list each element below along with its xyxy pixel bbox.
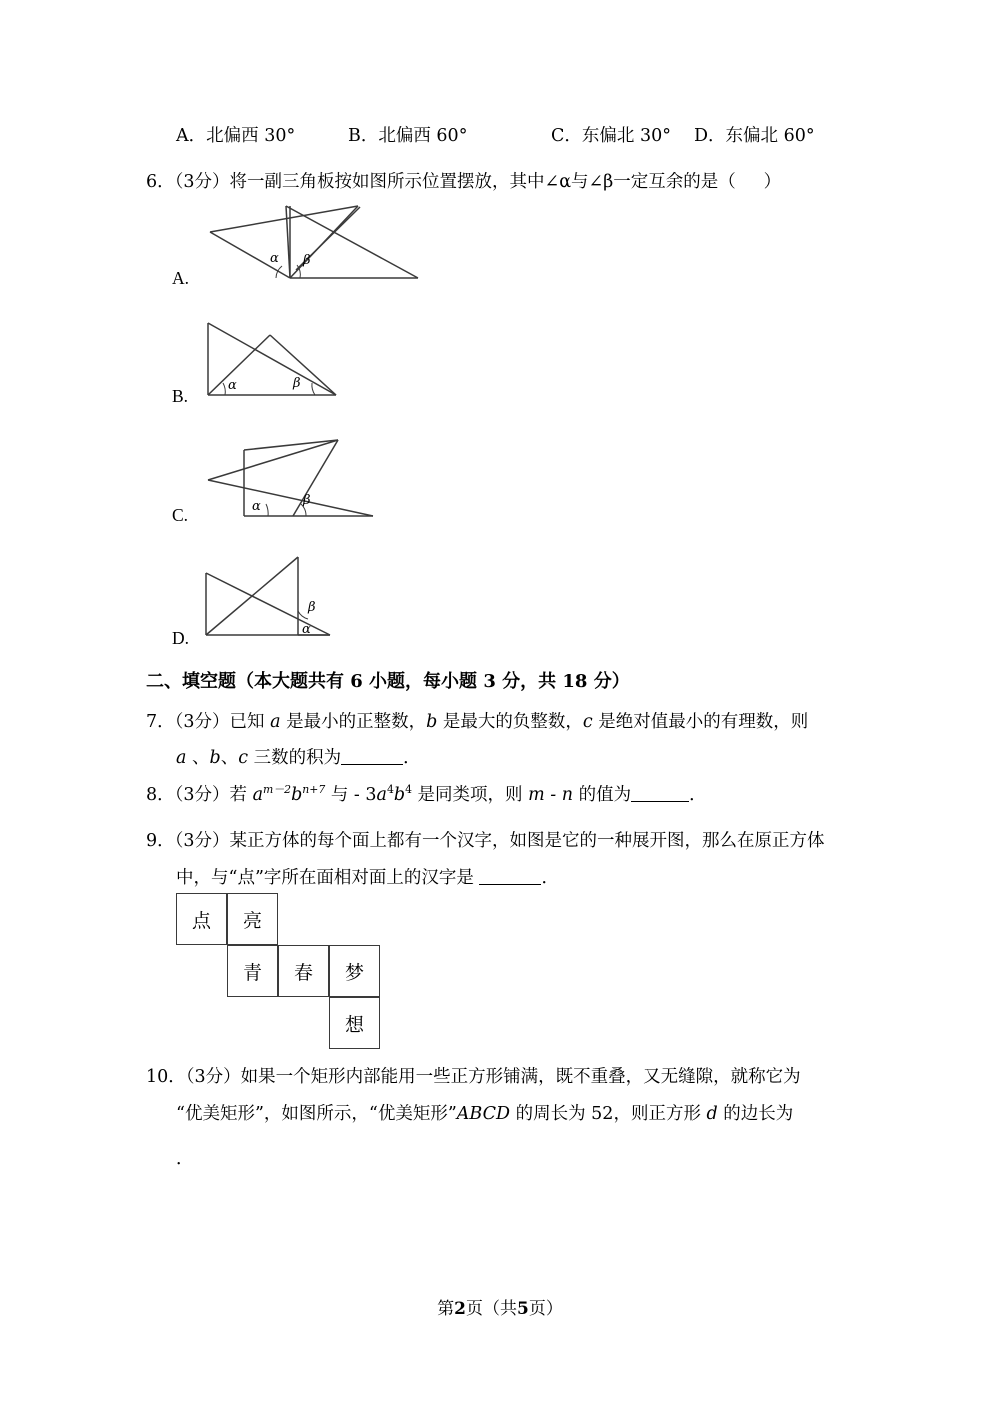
- q7-l1-mid1: 是最小的正整数，: [280, 712, 427, 732]
- q9-l2-tail: ．: [541, 868, 559, 888]
- q8-expr2-base: a: [376, 785, 387, 805]
- q6-c-beta: β: [303, 493, 311, 508]
- q7-line2: [176, 744, 421, 769]
- net-cell-3: 春: [278, 945, 329, 997]
- q10-score: （3分）: [185, 1067, 241, 1087]
- footer-page-number: 2: [454, 1299, 466, 1319]
- q6-choice-a-label: A.: [172, 268, 190, 288]
- q8-number: 8．: [146, 785, 175, 805]
- q9-score: （3分）: [174, 831, 230, 851]
- q7-l1-mid2: 是最大的负整数，: [437, 712, 583, 732]
- q10-number: 10．: [146, 1067, 186, 1087]
- q6-a-beta: β: [303, 253, 311, 268]
- q5-option-a: A．北偏西 30°: [176, 126, 296, 146]
- q10-l1: 如果一个矩形内部能用一些正方形铺满，既不重叠，又无缝隙，就称它为: [240, 1067, 801, 1087]
- net-cell-0: 点: [176, 893, 227, 945]
- q10-abcd: ABCD: [456, 1104, 511, 1124]
- q8-mid: 与 - 3: [325, 785, 377, 805]
- q6-choice-d-label: D.: [172, 628, 190, 648]
- page-footer: [0, 1294, 1000, 1319]
- q8-expr2-sup2: 4: [405, 783, 412, 797]
- q6-score: （3分）: [174, 172, 230, 192]
- q6-choice-b-label: B.: [172, 386, 189, 406]
- net-cell-5: 想: [329, 997, 380, 1049]
- q5-option-d: D．东偏北 60°: [694, 126, 815, 146]
- q8-line: [146, 781, 707, 806]
- q7-l2-b: b: [209, 748, 221, 768]
- q7-l2-sep2: 、: [220, 748, 239, 768]
- q6-figure-d: [198, 553, 398, 645]
- q10-line3: ．: [176, 1149, 194, 1169]
- q10-line2: [176, 1100, 793, 1125]
- q5-option-b: B．北偏西 60°: [348, 126, 468, 146]
- footer-middle: 页（共: [466, 1299, 517, 1319]
- footer-total-pages: 5: [517, 1299, 529, 1319]
- q10-l2-mid: 的周长为 52，则正方形: [510, 1104, 707, 1124]
- q8-answer-blank[interactable]: [631, 784, 689, 802]
- q7-var-c: c: [582, 712, 593, 732]
- q5-option-c: C．东偏北 30°: [551, 126, 671, 146]
- q10-line1: [146, 1063, 801, 1088]
- q8-end: 的值为: [573, 785, 632, 805]
- q10-l2-end: 的边长为: [717, 1104, 794, 1124]
- footer-prefix: 第: [437, 1299, 455, 1319]
- q9-answer-blank[interactable]: [479, 867, 541, 885]
- q7-l2-end: 三数的积为: [248, 748, 342, 768]
- q8-expr2-base2: b: [393, 785, 406, 805]
- q6-figure-a: [198, 198, 428, 284]
- q6-d-alpha: α: [302, 622, 311, 637]
- q9-line2: [176, 864, 559, 889]
- q9-line1: [146, 827, 825, 852]
- q6-choice-c-label: C.: [172, 505, 189, 525]
- net-cell-4: 梦: [329, 945, 380, 997]
- q9-l2-pre: 中，与“点”字所在面相对面上的汉字是: [176, 868, 480, 888]
- q6-figure-b: [198, 313, 348, 403]
- q9-number: 9．: [146, 831, 175, 851]
- q6-text: 将一副三角板按如图所示位置摆放，其中∠α与∠β一定互余的是（ ）: [229, 172, 782, 192]
- q7-l2-tail: ．: [403, 748, 421, 768]
- q7-l1-end: 是绝对值最小的有理数，则: [592, 712, 809, 732]
- q9-cube-net: [176, 893, 436, 1053]
- q7-var-a: a: [270, 712, 281, 732]
- q6-figure-c: [198, 432, 428, 524]
- q6-d-beta: β: [308, 600, 316, 615]
- q6-number: 6．: [146, 172, 175, 192]
- q7-number: 7．: [146, 712, 175, 732]
- q6-c-alpha: α: [252, 499, 261, 514]
- q8-post: 是同类项，则: [411, 785, 529, 805]
- q10-var-d: d: [706, 1104, 718, 1124]
- section2-heading: 二、填空题（本大题共有 6 小题，每小题 3 分，共 18 分）: [146, 671, 630, 692]
- q9-l1: 某正方体的每个面上都有一个汉字，如图是它的一种展开图，那么在原正方体: [229, 831, 825, 851]
- q8-expr1-base: a: [252, 785, 264, 805]
- q7-answer-blank[interactable]: [341, 747, 403, 765]
- q8-expr1-sup: m－2: [263, 783, 292, 797]
- q7-l2-c: c: [238, 748, 249, 768]
- q6-b-alpha: α: [228, 378, 237, 393]
- q6-b-beta: β: [293, 376, 301, 391]
- q7-var-b: b: [426, 712, 438, 732]
- q7-l1-pre: 已知: [229, 712, 271, 732]
- q7-l2-sep1: 、: [186, 748, 210, 768]
- q7-l2-a: a: [176, 748, 187, 768]
- q8-tail: ．: [689, 785, 707, 805]
- q8-expr2-sup: 4: [386, 783, 394, 797]
- net-cell-2: 青: [227, 945, 278, 997]
- q7-score: （3分）: [174, 712, 230, 732]
- q6-a-alpha: α: [270, 251, 279, 266]
- q8-mn: m - n: [528, 785, 574, 805]
- q10-l2-pre: “优美矩形”，如图所示，“优美矩形”: [176, 1104, 457, 1124]
- q7-line1: [146, 708, 808, 733]
- net-cell-1: 亮: [227, 893, 278, 945]
- q8-score: （3分）: [174, 785, 230, 805]
- q8-expr1-sup2: n+7: [302, 783, 326, 797]
- footer-suffix: 页）: [528, 1299, 563, 1319]
- q6-stem: [146, 168, 781, 193]
- q8-expr1-base2: b: [291, 785, 303, 805]
- q8-pre: 若: [229, 785, 253, 805]
